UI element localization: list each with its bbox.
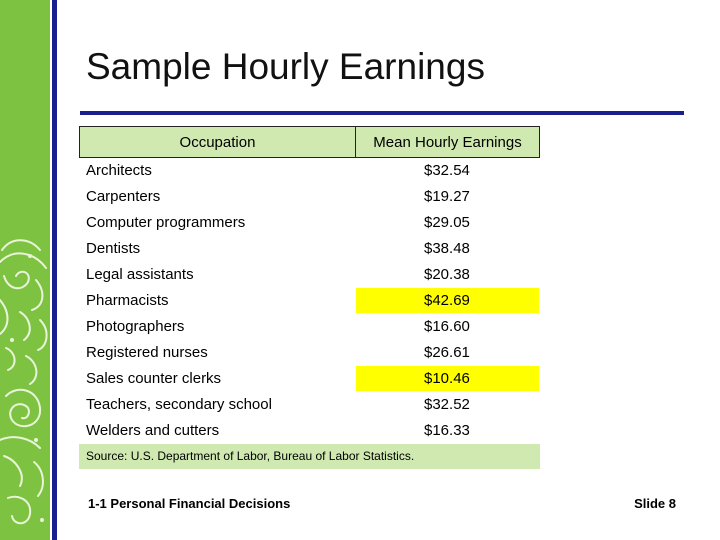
earnings-cell: $16.33 — [356, 418, 540, 444]
swirl-pattern-icon — [0, 0, 50, 540]
occupation-cell: Registered nurses — [80, 340, 356, 366]
source-row — [80, 444, 540, 469]
occupation-cell: Architects — [80, 158, 356, 184]
earnings-cell: $26.61 — [356, 340, 540, 366]
table-row — [80, 340, 540, 366]
occupation-cell: Sales counter clerks — [80, 366, 356, 392]
table-row — [80, 184, 540, 210]
occupation-cell: Carpenters — [80, 184, 356, 210]
earnings-cell: $32.54 — [356, 158, 540, 184]
slide-title: Sample Hourly Earnings — [86, 46, 485, 87]
occupation-cell: Computer programmers — [80, 210, 356, 236]
earnings-cell: $16.60 — [356, 314, 540, 340]
earnings-cell: $10.46 — [356, 366, 540, 392]
earnings-cell: $29.05 — [356, 210, 540, 236]
source-note: Source: U.S. Department of Labor, Bureau of Labor Statistics. — [80, 444, 540, 469]
occupation-cell: Welders and cutters — [80, 418, 356, 444]
occupation-cell: Photographers — [80, 314, 356, 340]
earnings-cell: $19.27 — [356, 184, 540, 210]
table-row — [80, 366, 540, 392]
table-row — [80, 210, 540, 236]
table-row — [80, 262, 540, 288]
table-header-row — [80, 127, 540, 158]
earnings-cell: $32.52 — [356, 392, 540, 418]
earnings-cell: $20.38 — [356, 262, 540, 288]
vertical-accent-rule — [52, 0, 57, 540]
title-underline — [80, 111, 684, 115]
table-row — [80, 418, 540, 444]
table-row — [80, 158, 540, 184]
table-row — [80, 288, 540, 314]
occupation-cell: Teachers, secondary school — [80, 392, 356, 418]
table-row — [80, 392, 540, 418]
earnings-table — [79, 126, 540, 469]
occupation-cell: Dentists — [80, 236, 356, 262]
occupation-cell: Legal assistants — [80, 262, 356, 288]
decorative-side-strip — [0, 0, 50, 540]
header-occupation: Occupation — [80, 127, 356, 158]
header-mean-hourly-earnings: Mean Hourly Earnings — [356, 127, 540, 158]
table-row — [80, 314, 540, 340]
earnings-cell: $38.48 — [356, 236, 540, 262]
footer-course-label: 1-1 Personal Financial Decisions — [88, 496, 291, 511]
occupation-cell: Pharmacists — [80, 288, 356, 314]
table-row — [80, 236, 540, 262]
slide-number: Slide 8 — [634, 496, 676, 511]
earnings-cell: $42.69 — [356, 288, 540, 314]
